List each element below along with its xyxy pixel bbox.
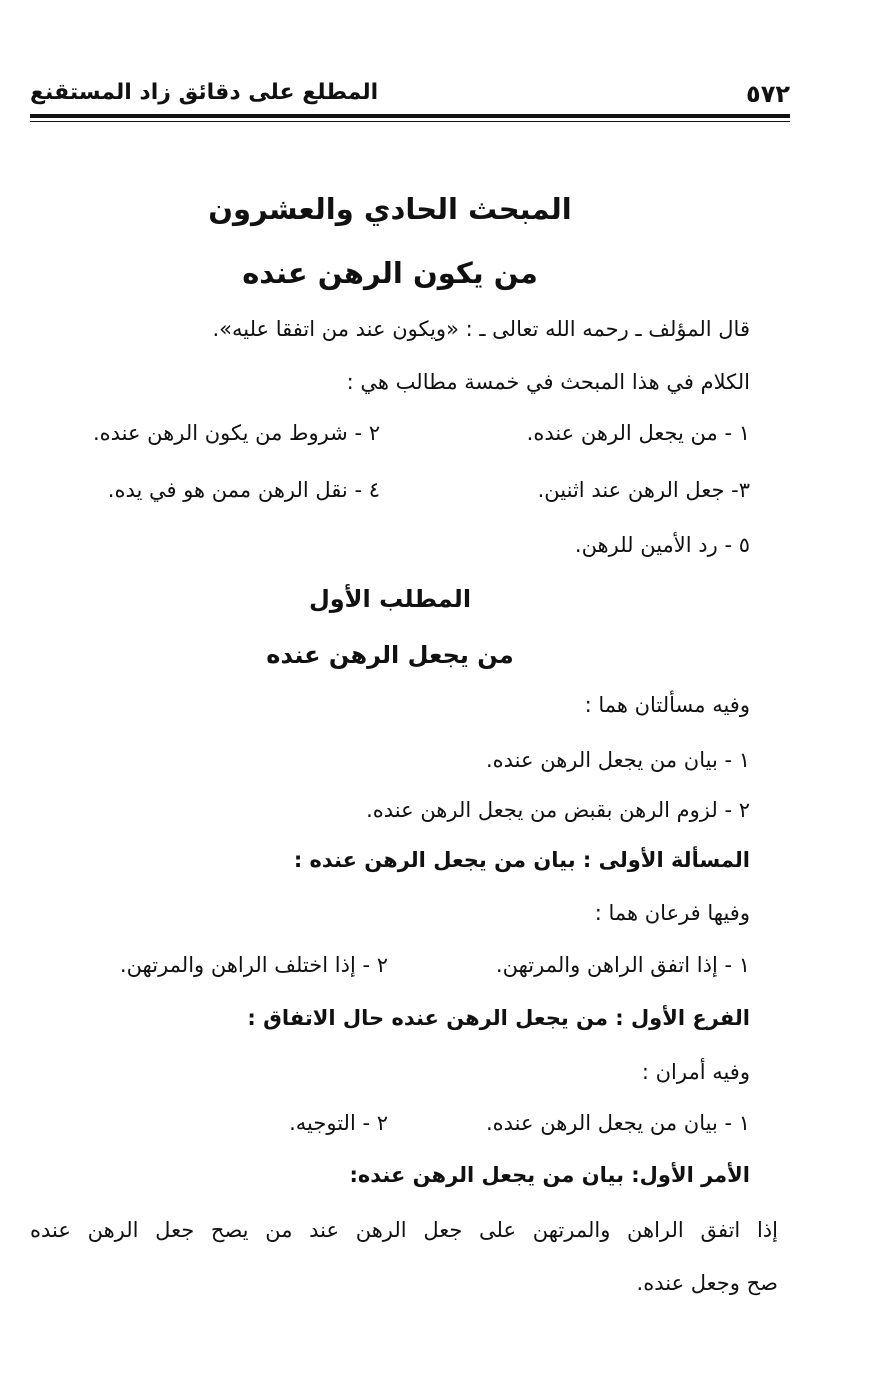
section-subtitle: من يكون الرهن عنده bbox=[242, 256, 538, 290]
masala-item: ٢ - لزوم الرهن بقبض من يجعل الرهن عنده. bbox=[366, 798, 750, 822]
topic-item: ٥ - رد الأمين للرهن. bbox=[574, 533, 750, 557]
masail-intro: وفيه مسألتان هما : bbox=[584, 693, 750, 717]
header-rule-thin bbox=[30, 121, 790, 122]
book-title: المطلع على دقائق زاد المستقنع bbox=[30, 80, 379, 105]
masala-heading: المسألة الأولى : بيان من يجعل الرهن عنده : bbox=[293, 848, 750, 872]
paragraph-line: صح وجعل عنده. bbox=[636, 1271, 778, 1295]
amr-heading: الأمر الأول: بيان من يجعل الرهن عنده: bbox=[349, 1163, 750, 1187]
amr-item: ٢ - التوجيه. bbox=[289, 1111, 388, 1135]
umur-intro: وفيه أمران : bbox=[641, 1060, 750, 1084]
page-number: ٥٧٢ bbox=[746, 80, 790, 108]
far-item: ٢ - إذا اختلف الراهن والمرتهن. bbox=[119, 953, 388, 977]
far-item: ١ - إذا اتفق الراهن والمرتهن. bbox=[495, 953, 750, 977]
topics-intro: الكلام في هذا المبحث في خمسة مطالب هي : bbox=[346, 370, 750, 394]
topic-item: ٣- جعل الرهن عند اثنين. bbox=[537, 478, 750, 502]
matlab-subtitle: من يجعل الرهن عنده bbox=[266, 641, 514, 669]
amr-item: ١ - بيان من يجعل الرهن عنده. bbox=[485, 1111, 750, 1135]
topic-item: ٤ - نقل الرهن ممن هو في يده. bbox=[107, 478, 380, 502]
masala-item: ١ - بيان من يجعل الرهن عنده. bbox=[485, 748, 750, 772]
far-heading: الفرع الأول : من يجعل الرهن عنده حال الاتفاق : bbox=[247, 1006, 750, 1030]
furu-intro: وفيها فرعان هما : bbox=[594, 901, 750, 925]
topic-item: ٢ - شروط من يكون الرهن عنده. bbox=[92, 421, 380, 445]
section-title: المبحث الحادي والعشرون bbox=[208, 192, 572, 226]
running-header bbox=[30, 80, 790, 110]
topic-item: ١ - من يجعل الرهن عنده. bbox=[526, 421, 750, 445]
paragraph-line: إذا اتفق الراهن والمرتهن على جعل الرهن عند من يصح جعل الرهن عنده bbox=[30, 1218, 778, 1242]
matlab-title: المطلب الأول bbox=[308, 585, 472, 613]
author-quote: قال المؤلف ـ رحمه الله تعالى ـ : «ويكون عند من اتفقا عليه». bbox=[212, 317, 750, 341]
header-rule-thick bbox=[30, 114, 790, 118]
